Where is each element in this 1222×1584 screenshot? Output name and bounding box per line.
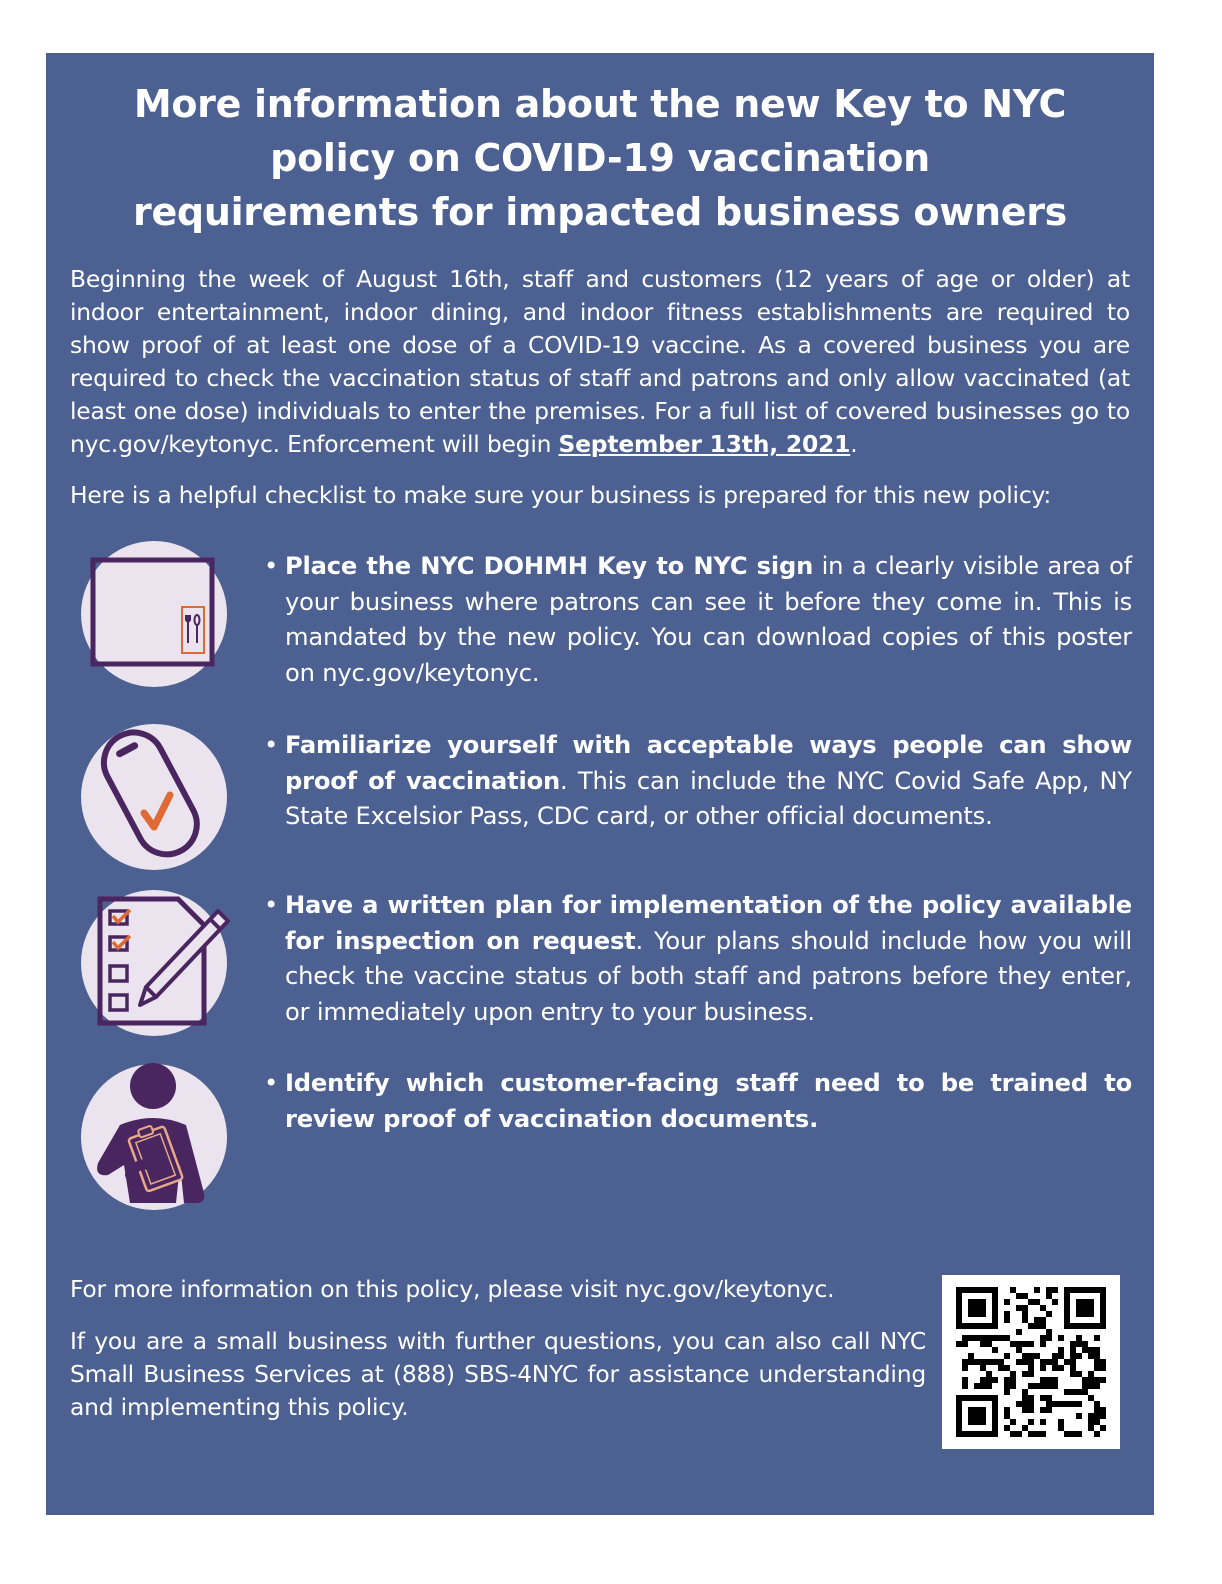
item-4-bold: Identify which customer-facing staff need to be trained to review proof of vaccination documents. — [285, 1069, 1132, 1133]
qr-code-image — [942, 1275, 1120, 1449]
staff-clipboard-icon — [80, 1063, 228, 1211]
poster-sign-icon — [80, 540, 228, 688]
phone-check-icon — [80, 723, 228, 871]
item-2-bold: Familiarize yourself with acceptable ways people can show proof of vaccination — [285, 731, 1132, 795]
checklist-item-1 — [264, 549, 1132, 691]
info-panel — [46, 53, 1154, 1515]
item-1-bold: Place the NYC DOHMH Key to NYC sign — [285, 552, 814, 580]
intro-paragraph — [70, 263, 1130, 461]
checklist-item-3 — [264, 888, 1132, 1030]
checklist-intro: Here is a helpful checklist to make sure your business is prepared for this new policy: — [70, 481, 1052, 509]
bullet: • — [264, 731, 279, 759]
title-line-3: requirements for impacted business owners — [133, 190, 1067, 234]
page-title — [46, 77, 1154, 239]
checklist-item-2 — [264, 728, 1132, 835]
bullet: • — [264, 891, 279, 919]
small-business-text: If you are a small business with further questions, you can also call NYC Small Business Services at (888) SBS-4NYC for assistance understanding and implementing this policy. — [70, 1327, 926, 1421]
title-line-2: policy on COVID-19 vaccination — [270, 136, 930, 180]
bullet: • — [264, 1069, 279, 1097]
checklist-item-4 — [264, 1066, 1132, 1137]
item-2-text: . This can include the NYC Covid Safe App, NY State Excelsior Pass, CDC card, or other official documents. — [285, 766, 1132, 830]
bullet: • — [264, 552, 279, 580]
enforcement-date: September 13th, 2021 — [558, 430, 851, 458]
more-info-text: For more information on this policy, please visit nyc.gov/keytonyc. — [70, 1275, 835, 1303]
item-1-text: in a clearly visible area of your business where patrons can see it before they come in. This is mandated by the new policy. You can download copies of this poster on nyc.gov/keytonyc. — [285, 552, 1132, 687]
intro-text: Beginning the week of August 16th, staff and customers (12 years of age or older) at indoor entertainment, indoor dining, and indoor fitness establishments are required to show proof of at least one dose of a COVID-19 vaccine. As a covered business you are required to check the vaccination status of staff and patrons and only allow vaccinated (at least one dose) individuals to enter the premises. For a full list of covered businesses go to nyc.gov/keytonyc. Enforcement will begin — [70, 265, 1130, 458]
title-line-1: More information about the new Key to NYC — [133, 82, 1067, 126]
intro-end: . — [850, 430, 858, 458]
qr-code[interactable] — [942, 1275, 1120, 1449]
item-3-bold: Have a written plan for implementation of the policy available for inspection on request — [285, 891, 1132, 955]
item-3-text: . Your plans should include how you will check the vaccine status of both staff and patrons before they enter, or immediately upon entry to your business. — [285, 926, 1132, 1026]
checklist-pencil-icon — [80, 889, 240, 1037]
